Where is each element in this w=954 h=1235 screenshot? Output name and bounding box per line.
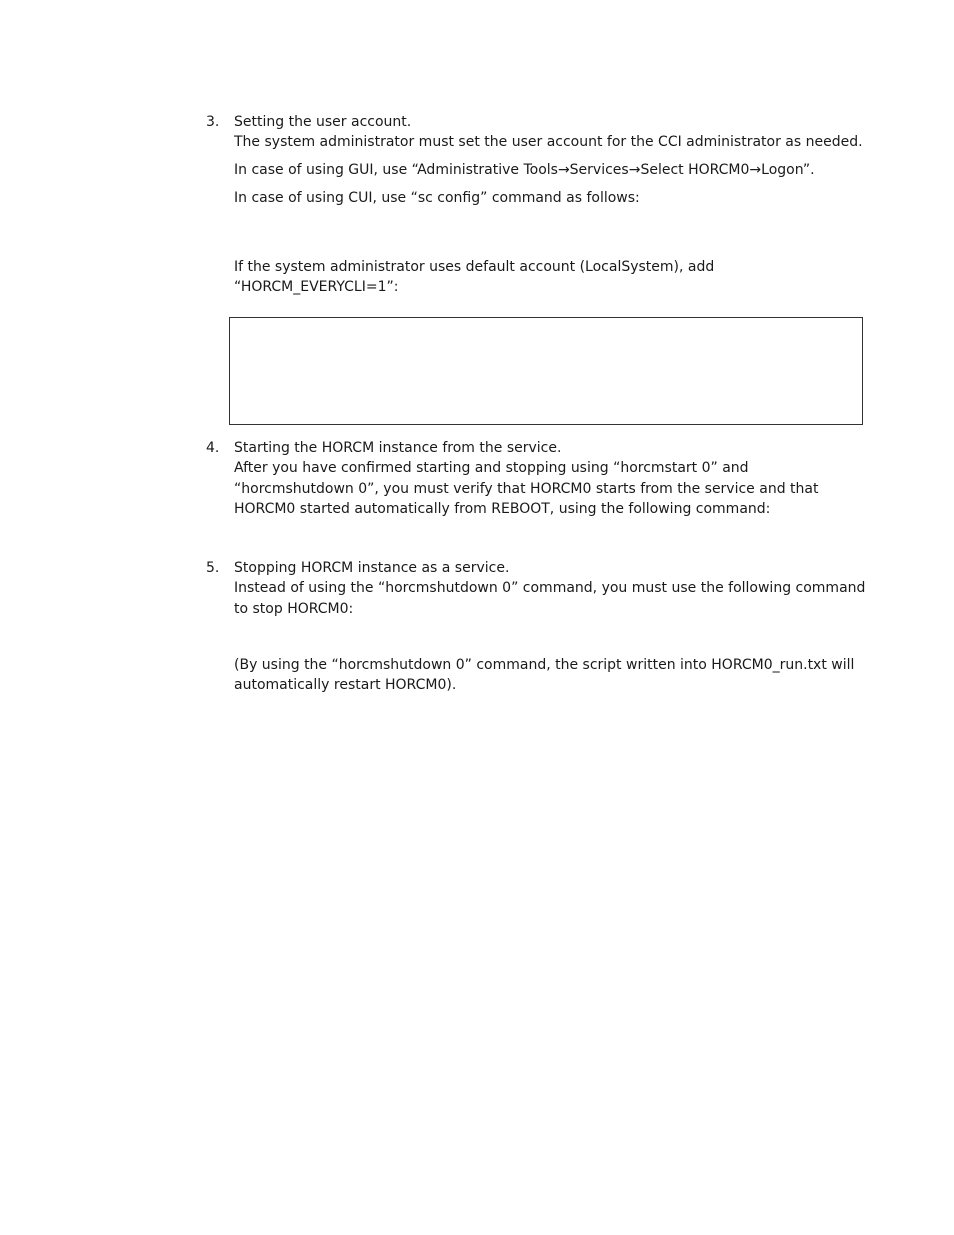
step-4-line-2: “horcmshutdown 0”, you must verify that HORCM0 starts from the service and that [234,481,819,497]
step-3-paragraph-3: In case of using CUI, use “sc config” command as follows: [234,190,640,206]
step-3-paragraph-4-line-1: If the system administrator uses default account (LocalSystem), add [234,259,715,275]
step-4-number: 4. [206,440,220,456]
step-5-title: Stopping HORCM instance as a service. [234,560,510,576]
step-3-paragraph-1: The system administrator must set the user account for the CCI administrator as needed. [234,134,863,150]
step-5-line-1: Instead of using the “horcmshutdown 0” command, you must use the following command [234,580,866,596]
step-4-line-3: HORCM0 started automatically from REBOOT, using the following command: [234,501,771,517]
step-5-note-line-2: automatically restart HORCM0). [234,677,457,693]
step-4-title: Starting the HORCM instance from the service. [234,440,562,456]
step-4-line-1: After you have confirmed starting and stopping using “horcmstart 0” and [234,460,749,476]
step-3-title: Setting the user account. [234,114,412,130]
step-3-paragraph-2: In case of using GUI, use “Administrative Tools→Services→Select HORCM0→Logon”. [234,162,815,178]
step-5-number: 5. [206,560,220,576]
code-box [229,317,863,425]
step-5-note-line-1: (By using the “horcmshutdown 0” command, the script written into HORCM0_run.txt will [234,657,855,673]
step-3-number: 3. [206,114,220,130]
step-3-paragraph-4-line-2: “HORCM_EVERYCLI=1”: [234,279,399,295]
step-5-line-2: to stop HORCM0: [234,601,354,617]
